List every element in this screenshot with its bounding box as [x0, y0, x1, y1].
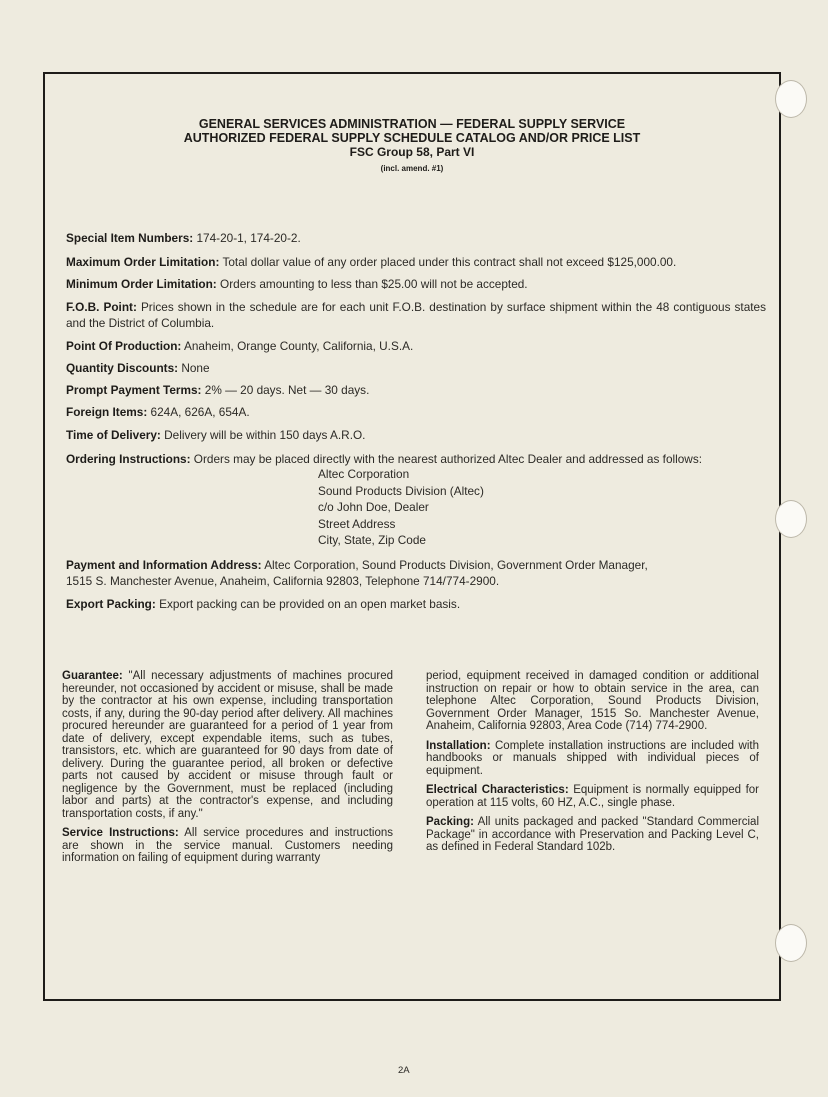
packing-paragraph: Packing: All units packaged and packed "Standard Commercial Package" in accordance with Preservation and Packing Level C, as defined in Federal Standard 102b. — [426, 816, 759, 853]
binder-hole-top — [775, 80, 807, 118]
header-line-1: GENERAL SERVICES ADMINISTRATION — FEDERAL SUPPLY SERVICE — [198, 117, 626, 131]
dealer-address-block — [318, 466, 484, 549]
field-fob-point: F.O.B. Point: Prices shown in the schedule are for each unit F.O.B. destination by surface shipment within the 48 contiguous states and the District of Columbia. — [66, 300, 766, 330]
header-line-2: AUTHORIZED FEDERAL SUPPLY SCHEDULE CATALOG AND/OR PRICE LIST — [183, 131, 641, 145]
field-payment-address: Payment and Information Address: Altec Corporation, Sound Products Division, Government Order Manager, — [66, 558, 648, 572]
field-point-of-production: Point Of Production: Anaheim, Orange County, California, U.S.A. — [66, 339, 414, 353]
field-ordering-instructions: Ordering Instructions: Orders may be placed directly with the nearest authorized Altec Dealer and addressed as follows: — [66, 452, 702, 466]
field-prompt-payment: Prompt Payment Terms: 2% — 20 days. Net — 30 days. — [66, 383, 370, 397]
payment-address-line-2: 1515 S. Manchester Avenue, Anaheim, California 92803, Telephone 714/774-2900. — [66, 574, 500, 588]
field-export-packing: Export Packing: Export packing can be provided on an open market basis. — [66, 597, 461, 611]
field-minimum-order: Minimum Order Limitation: Orders amounting to less than $25.00 will not be accepted. — [66, 277, 528, 291]
binder-hole-bottom — [775, 924, 807, 962]
binder-hole-middle — [775, 500, 807, 538]
field-quantity-discounts: Quantity Discounts: None — [66, 361, 210, 375]
address-line: Street Address — [318, 516, 396, 531]
address-line: Altec Corporation — [318, 467, 410, 481]
header-line-3: FSC Group 58, Part VI — [349, 145, 475, 159]
field-special-item-numbers: Special Item Numbers: 174-20-1, 174-20-2. — [66, 231, 301, 245]
left-column — [62, 670, 393, 872]
installation-paragraph: Installation: Complete installation instructions are included with handbooks or manuals shipped with individual pieces of equipment. — [426, 739, 759, 777]
warranty-continuation-paragraph: period, equipment received in damaged condition or additional instruction on repair or how to obtain service in the area, can telephone Altec Corporation, Sound Products Division, Government Order Manager, 1515 So. Manchester Avenue, Anaheim, California 92803, Area Code (714) 774-2900. — [426, 670, 759, 732]
field-foreign-items: Foreign Items: 624A, 626A, 654A. — [66, 405, 250, 419]
page-number: 2A — [398, 1065, 410, 1076]
header-amendment: (incl. amend. #1) — [380, 164, 444, 173]
address-line: c/o John Doe, Dealer — [318, 500, 429, 514]
field-time-of-delivery: Time of Delivery: Delivery will be within 150 days A.R.O. — [66, 428, 366, 442]
address-line: City, State, Zip Code — [318, 533, 426, 547]
service-instructions-paragraph: Service Instructions: All service procedures and instructions are shown in the service manual. Customers needing information on failing of equipment during warranty — [62, 827, 393, 864]
address-line: Sound Products Division (Altec) — [318, 483, 484, 498]
electrical-characteristics-paragraph: Electrical Characteristics: Equipment is normally equipped for operation at 115 volts, 60 HZ, A.C., single phase. — [426, 784, 759, 809]
right-column — [426, 670, 759, 861]
field-maximum-order: Maximum Order Limitation: Total dollar value of any order placed under this contract shall not exceed $125,000.00. — [66, 255, 677, 269]
guarantee-paragraph: Guarantee: "All necessary adjustments of machines procured hereunder, not occasioned by accident or misuse, shall be made by the contractor at his own expense, including transportation costs, if any, during the 90-day period after delivery. All machines procured hereunder are guaranteed for a period of 1 year from date of delivery, except expendable items, such as tubes, transistors, etc. which are guaranteed for 90 days from date of delivery. During the guarantee period, all broken or defective parts not caused by accident or misuse through fault or negligence by the Government, must be replaced (including labor and parts) at the contractor's expense, and including transportation costs, if any." — [62, 670, 393, 820]
